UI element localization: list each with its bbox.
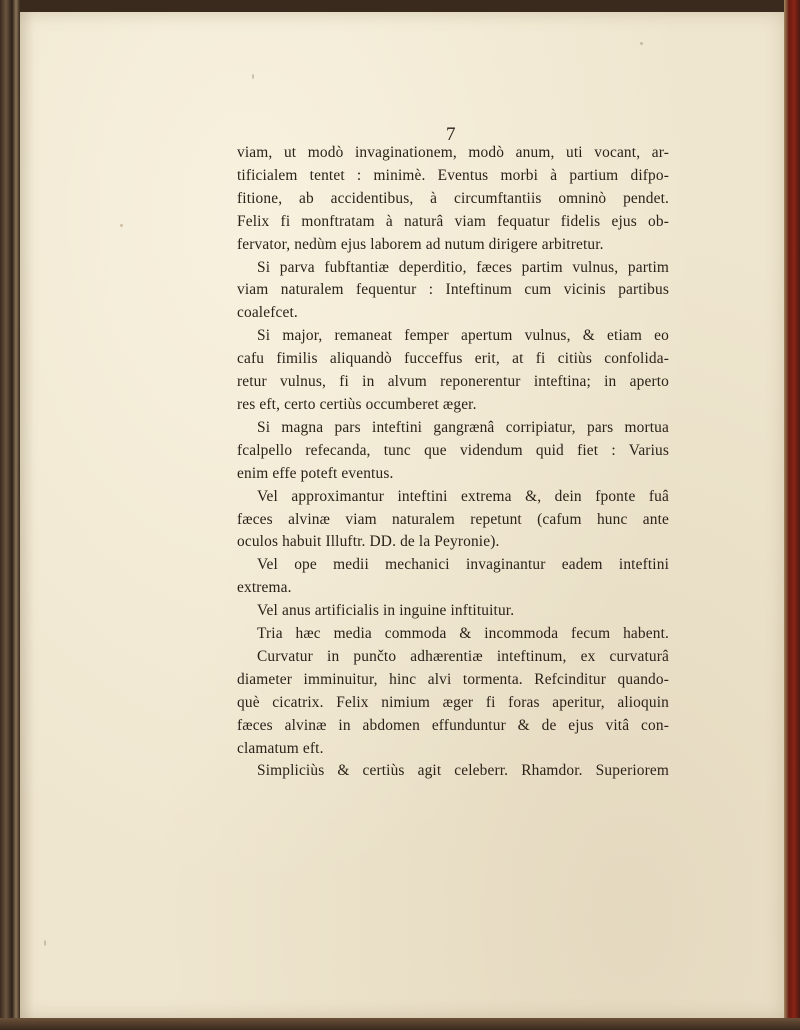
page-number: 7 [446, 124, 456, 145]
body-text [237, 142, 669, 783]
text-line: fæces alvinæ in abdomen effunduntur & de ejus vitâ con- [237, 716, 669, 734]
paper-blemish [640, 42, 643, 45]
paper-blemish [120, 224, 123, 227]
text-line: Tria hæc media commoda & incommoda fecum habent. [257, 625, 669, 643]
text-line: res eft, certo certiùs occumberet æger. [237, 395, 477, 413]
text-line: fæces alvinæ viam naturalem repetunt (cafum hunc ante [237, 510, 669, 528]
text-line: Vel approximantur inteftini extrema &, dein fponte fuâ [257, 487, 669, 505]
text-line: fcalpello refecanda, tunc que videndum quid fiet : Varius [237, 441, 669, 459]
text-line: Felix fi monftratam à naturâ viam fequatur fidelis ejus ob- [237, 212, 669, 230]
text-line: Vel ope medii mechanici invaginantur eadem inteftini [257, 556, 669, 574]
paper-blemish [44, 940, 46, 946]
text-line: Si major, remaneat femper apertum vulnus, & etiam eo [257, 327, 669, 345]
text-line: Curvatur in punčto adhærentiæ inteftinum, ex curvaturâ [257, 647, 669, 665]
text-line: fervator, nedùm ejus laborem ad nutum dirigere arbitretur. [237, 235, 604, 253]
text-line: diameter imminuitur, hinc alvi tormenta. Refcinditur quando- [237, 670, 669, 688]
text-line: viam, ut modò invaginationem, modò anum, uti vocant, ar- [237, 144, 669, 161]
text-line: enim effe poteft eventus. [237, 464, 394, 482]
text-line: fitione, ab accidentibus, à circumftantiis omninò pendet. [237, 189, 669, 207]
text-line: què cicatrix. Felix nimium æger fi foras aperitur, alioquin [237, 693, 669, 711]
text-line: retur vulnus, fi in alvum reponerentur inteftina; in aperto [237, 373, 669, 391]
text-line: Vel anus artificialis in inguine inftituitur. [257, 602, 515, 620]
text-line: cafu fimilis aliquandò fucceffus erit, at fi citiùs confolida- [237, 350, 669, 368]
text-line: coalefcet. [237, 304, 298, 322]
text-line: Si magna pars inteftini gangrænâ corripiatur, pars mortua [257, 418, 669, 436]
text-line: Simpliciùs & certiùs agit celeberr. Rhamdor. Superiorem [257, 762, 669, 780]
text-line: tificialem tentet : minimè. Eventus morbi à partium difpo- [237, 166, 669, 184]
text-line: Si parva fubftantiæ deperditio, fæces partim vulnus, partim [257, 258, 669, 276]
page-edge-right [784, 0, 800, 1030]
text-line: viam naturalem fequentur : Inteftinum cum vicinis partibus [237, 281, 669, 299]
text-line: oculos habuit Illuftr. DD. de la Peyronie). [237, 533, 500, 551]
text-line: extrema. [237, 579, 292, 597]
page-edge-bottom [0, 1018, 800, 1030]
text-line: clamatum eft. [237, 739, 324, 757]
paper-blemish [252, 74, 254, 79]
